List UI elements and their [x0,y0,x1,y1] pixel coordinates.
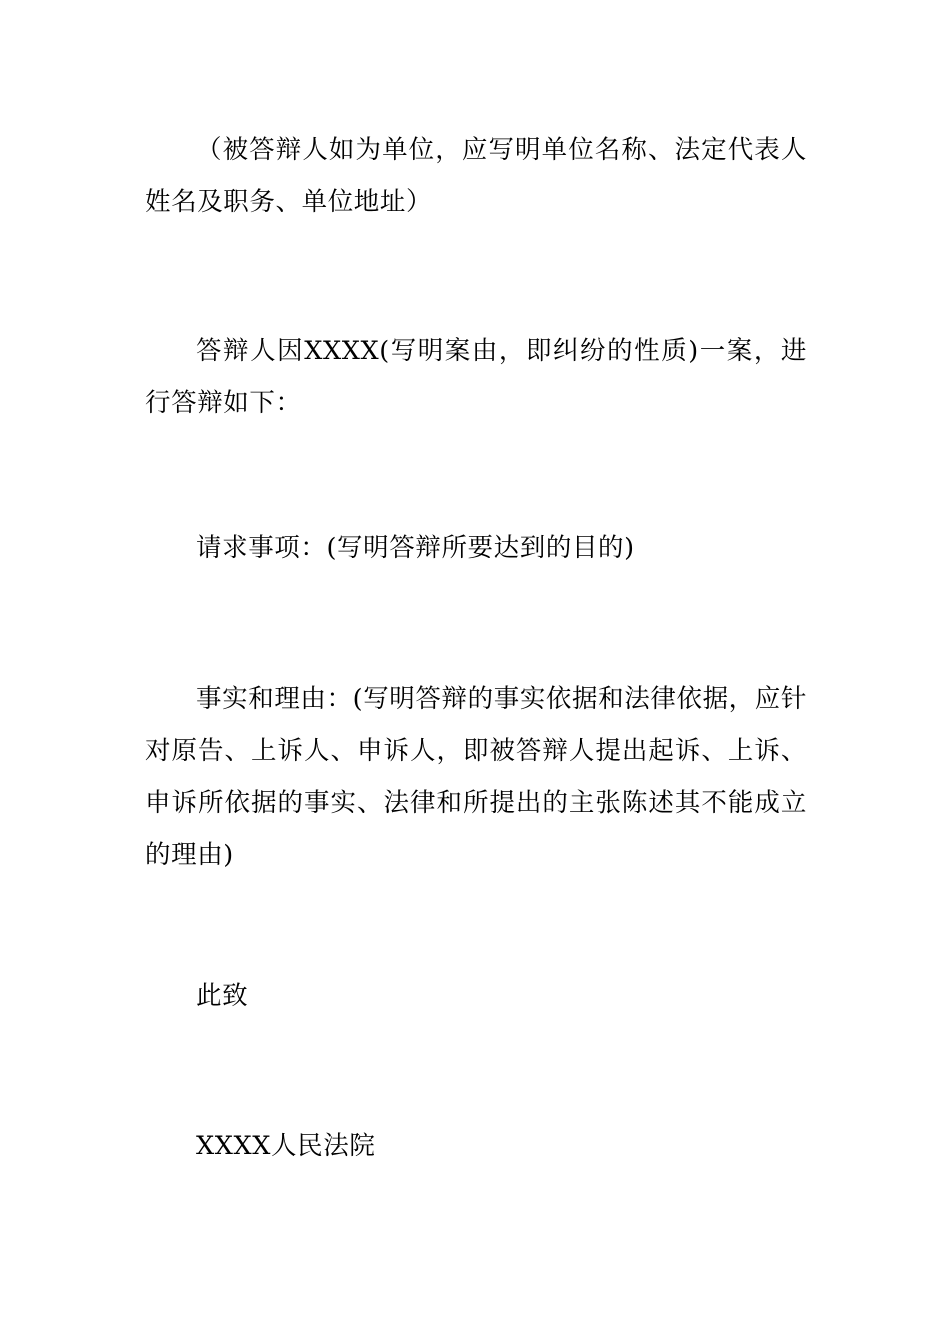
salutation-text: 此致 [196,981,249,1011]
court-name-text: XXXX人民法院 [196,1131,376,1161]
respondent-unit-note: （被答辩人如为单位，应写明单位名称、法定代表人姓名及职务、单位地址） [145,135,807,217]
request-items-paragraph: 请求事项：(写明答辩所要达到的目的) [196,533,635,563]
facts-and-reasons-paragraph: 事实和理由：(写明答辩的事实依据和法律依据，应针对原告、上诉人、申诉人，即被答辩人提出起诉、上诉、申诉所依据的事实、法律和所提出的主张陈述其不能成立的理由) [145,684,807,870]
defense-intro-paragraph: 答辩人因XXXX(写明案由，即纠纷的性质)一案，进行答辩如下： [145,336,807,418]
